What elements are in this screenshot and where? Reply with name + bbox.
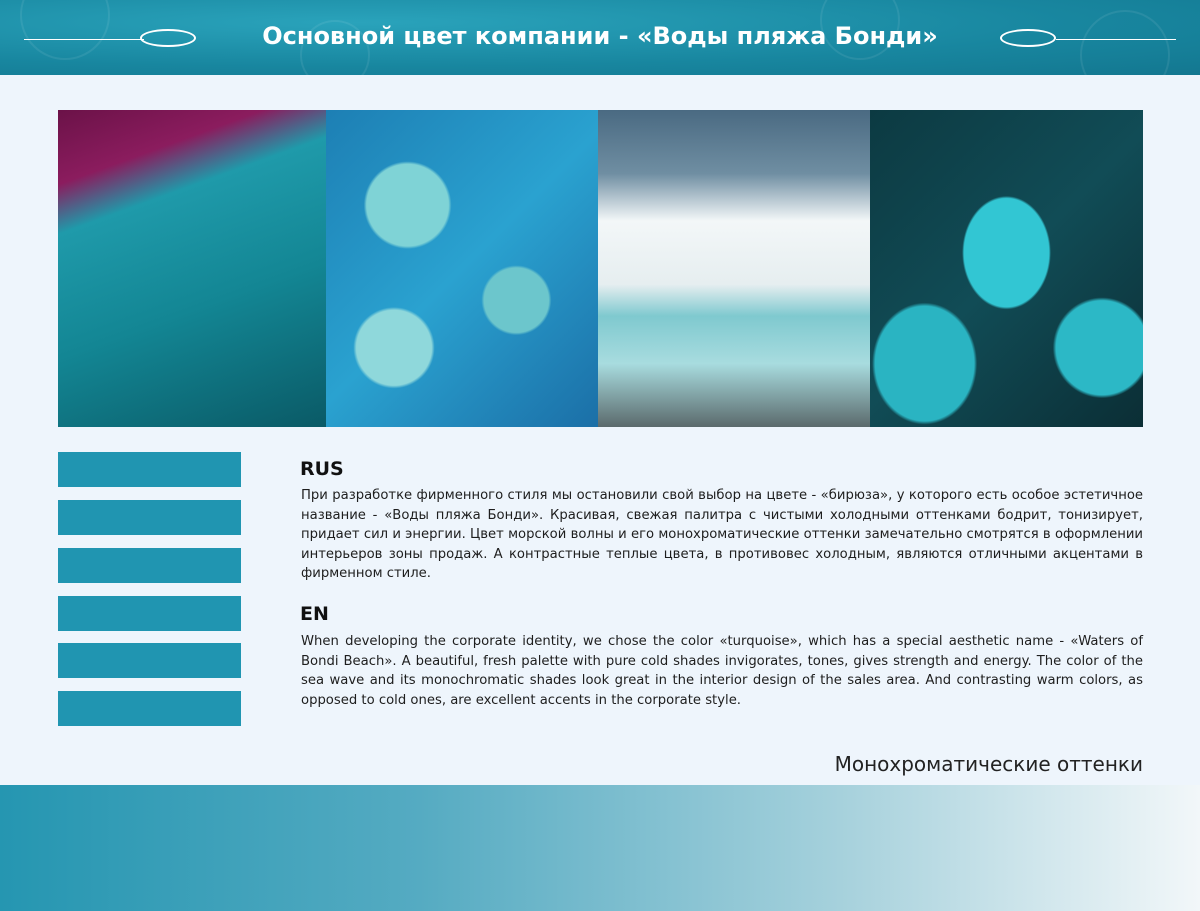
color-swatch: [58, 548, 241, 583]
photo-strip: [58, 110, 1143, 427]
bondi-pool-wave-photo: [598, 110, 870, 427]
color-swatch: [58, 452, 241, 487]
turquoise-stones-photo: [326, 110, 598, 427]
rus-text: При разработке фирменного стиля мы остановили свой выбор на цвете - «бирюза», у которого есть особое эстетичное название - «Воды пляжа Бонди». Красивая, свежая палитра с чистыми холодными оттенками бодрит, тонизирует, придает сил и энергии. Цвет морской волны и его монохроматические оттенки замечательно смотрятся в оформлении интерьеров зоны продаж. А контрастные теплые цвета, в противовес холодным, являются отличными акцентами в фирменном стиле.: [301, 488, 1143, 581]
color-swatch: [58, 500, 241, 535]
color-swatch: [58, 643, 241, 678]
en-heading: EN: [300, 603, 329, 625]
header-banner: [0, 0, 1200, 75]
rus-heading: RUS: [300, 458, 344, 480]
color-swatch: [58, 691, 241, 726]
color-swatch: [58, 596, 241, 631]
feathers-photo: [58, 110, 326, 427]
page-title: Основной цвет компании - «Воды пляжа Бонди»: [262, 22, 938, 50]
swatches-caption: Монохроматические оттенки: [834, 752, 1143, 776]
en-text: When developing the corporate identity, we chose the color «turquoise», which has a special aesthetic name - «Waters of Bondi Beach». A beautiful, fresh palette with pure cold shades invigorates, tones, gives strength and energy. The color of the sea wave and its monochromatic shades look great in the interior design of the sales area. And contrasting warm colors, as opposed to cold ones, are excellent accents in the corporate style.: [301, 634, 1143, 708]
footer-gradient: [0, 785, 1200, 911]
turquoise-cabochons-photo: [870, 110, 1143, 427]
